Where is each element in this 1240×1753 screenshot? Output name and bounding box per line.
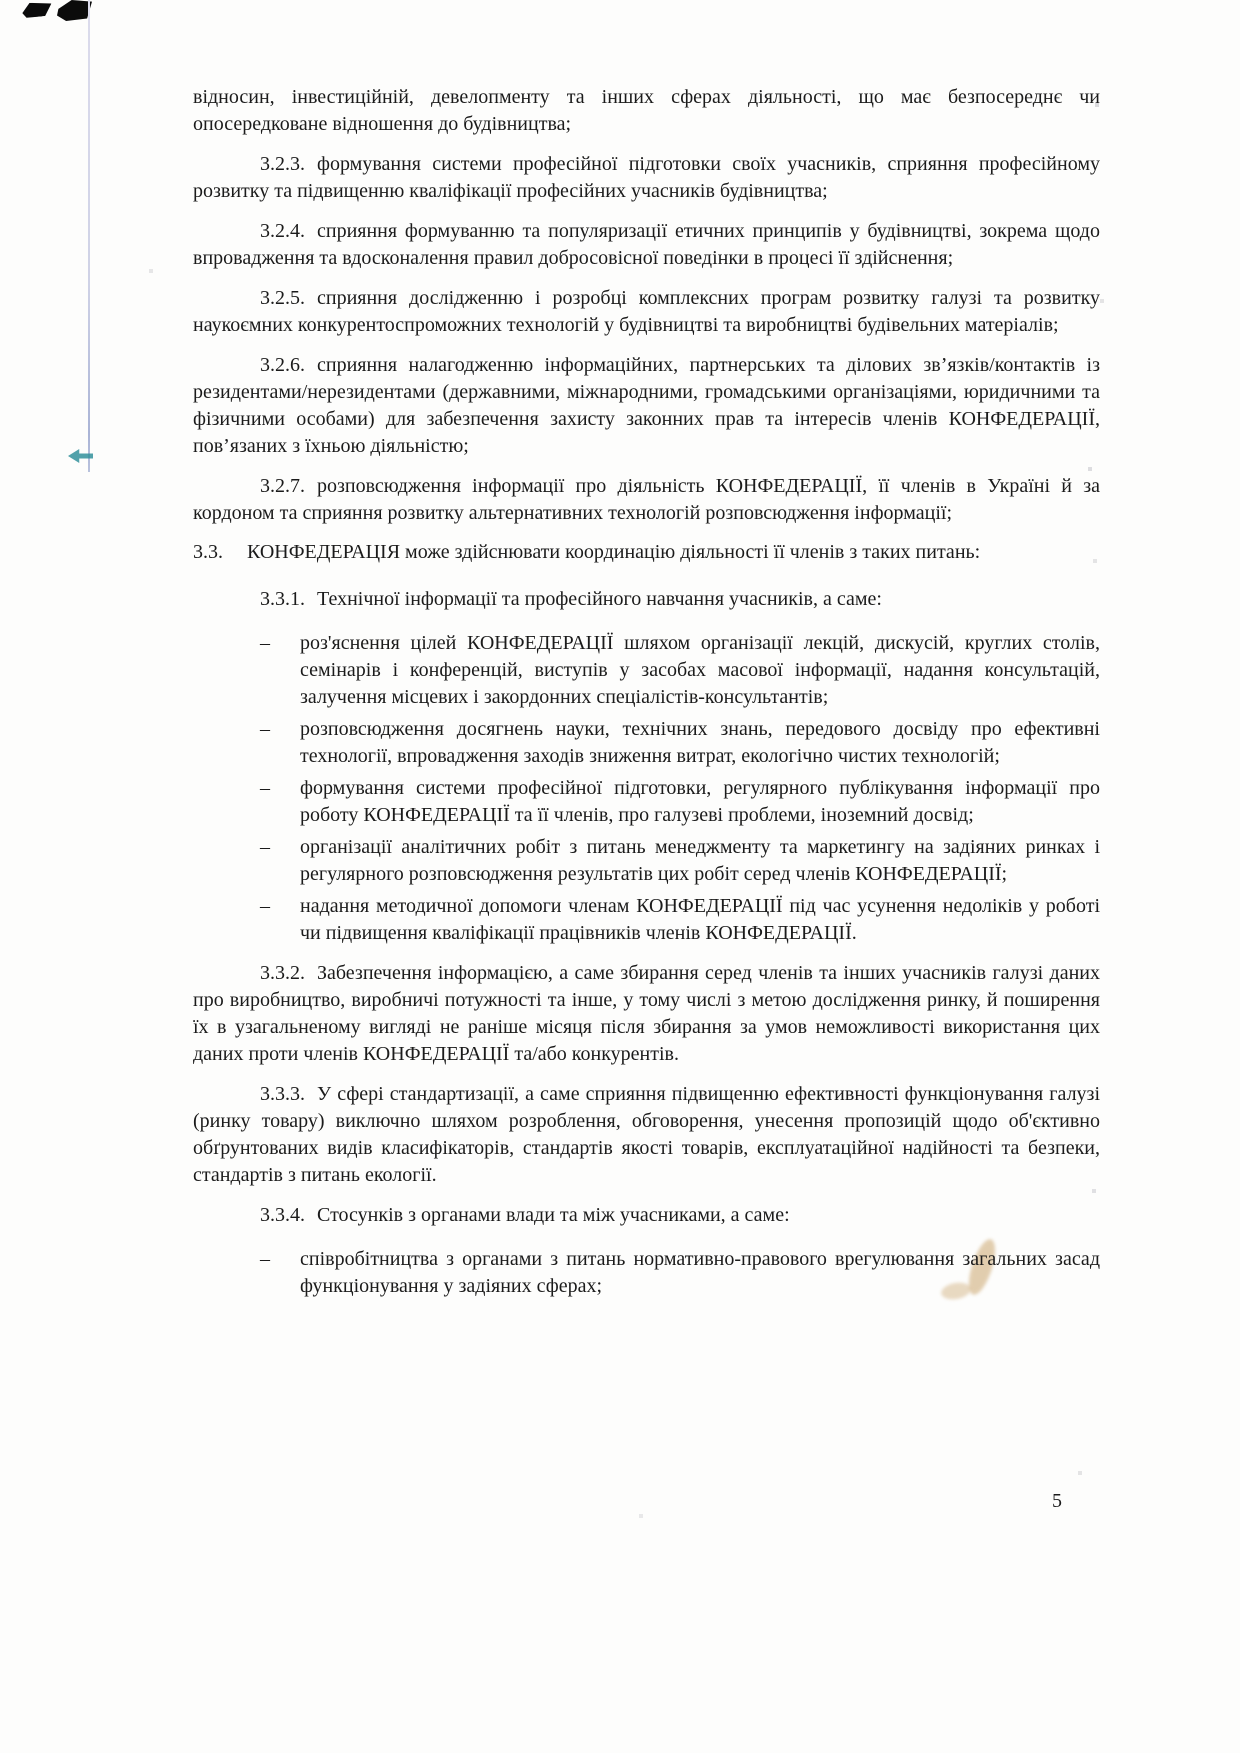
clause-number: 3.3.4.	[260, 1204, 305, 1226]
section-text: КОНФЕДЕРАЦІЯ може здійснювати координацію діяльності її членів з таких питань:	[247, 541, 981, 563]
bullet-item	[193, 716, 1100, 770]
clause-text: сприяння налагодженню інформаційних, партнерських та ділових зв’язків/контактів із резидентами/нерезидентами (державними, міжнародними, громадськими організаціями, юридичними та фізичними особами) для забезпечення захисту законних прав та інтересів членів КОНФЕДЕРАЦІЇ, пов’язаних з їхньою діяльністю;	[193, 354, 1100, 457]
clause-number: 3.3.3.	[260, 1083, 305, 1105]
clause-text: Технічної інформації та професійного навчання учасників, а саме:	[317, 588, 882, 610]
clause-number: 3.2.3.	[260, 153, 305, 175]
bullet-item	[193, 834, 1100, 888]
clause-3-2-6	[193, 352, 1100, 460]
continued-paragraph	[193, 84, 1100, 138]
clause-3-2-4	[193, 218, 1100, 272]
bullet-item	[193, 775, 1100, 829]
bullet-dash: –	[260, 895, 270, 917]
clause-3-3-1	[193, 586, 1100, 613]
bullet-text: співробітництва з органами з питань нормативно-правового врегулювання загальних засад функціонування у задіяних сферах;	[300, 1248, 1100, 1297]
bullet-item	[193, 893, 1100, 947]
clause-3-3-2	[193, 960, 1100, 1068]
clause-text: формування системи професійної підготовки своїх учасників, сприяння професійному розвитку та підвищенню кваліфікації професійних учасників будівництва;	[193, 153, 1100, 202]
clause-text: Забезпечення інформацією, а саме збирання серед членів та інших учасників галузі даних про виробництво, виробничі потужності та інше, у тому числі з метою дослідження ринку, й поширення їх в узагальненому вигляді не раніше місяця після збирання за умов неможливості використання цих даних проти членів КОНФЕДЕРАЦІЇ та/або конкурентів.	[193, 962, 1100, 1065]
clause-3-2-3	[193, 151, 1100, 205]
document-body-text	[193, 84, 1100, 1300]
bullet-dash: –	[260, 836, 270, 858]
bullet-item	[193, 630, 1100, 711]
scan-artifact-corner-mark	[57, 0, 92, 21]
scan-artifact-corner-mark	[21, 0, 53, 19]
section-3-3	[193, 539, 1100, 566]
bullet-text: надання методичної допомоги членам КОНФЕДЕРАЦІЇ під час усунення недоліків у роботі чи підвищення кваліфікації працівників членів КОНФЕДЕРАЦІЇ.	[300, 895, 1100, 944]
clause-number: 3.2.7.	[260, 475, 305, 497]
page-number: 5	[1052, 1490, 1062, 1512]
bullet-dash: –	[260, 1248, 270, 1270]
scan-artifact-edge-line	[88, 0, 90, 472]
clause-3-2-5	[193, 285, 1100, 339]
clause-number: 3.2.4.	[260, 220, 305, 242]
section-number: 3.3.	[193, 541, 223, 563]
bullet-item	[193, 1246, 1100, 1300]
clause-number: 3.3.1.	[260, 588, 305, 610]
bullet-text: організації аналітичних робіт з питань менеджменту та маркетингу на задіяних ринках і регулярного розповсюдження результатів цих робіт серед членів КОНФЕДЕРАЦІЇ;	[300, 836, 1100, 885]
clause-text: сприяння дослідженню і розробці комплексних програм розвитку галузі та розвитку наукоємних конкурентоспроможних технологій у будівництві та виробництві будівельних матеріалів;	[193, 287, 1100, 336]
clause-3-3-3	[193, 1081, 1100, 1189]
scan-artifact-specks	[0, 0, 2, 2]
clause-3-2-7	[193, 473, 1100, 527]
bullet-text: формування системи професійної підготовки, регулярного публікування інформації про роботу КОНФЕДЕРАЦІЇ та її членів, про галузеві проблеми, іноземний досвід;	[300, 777, 1100, 826]
clause-text: Стосунків з органами влади та між учасниками, а саме:	[317, 1204, 790, 1226]
paragraph-text: відносин, інвестиційній, девелопменту та інших сферах діяльності, що має безпосереднє чи опосередковане відношення до будівництва;	[193, 86, 1100, 135]
clause-text: сприяння формуванню та популяризації етичних принципів у будівництві, зокрема щодо впровадження та вдосконалення правил добросовісної поведінки в процесі її здійснення;	[193, 220, 1100, 269]
clause-number: 3.2.6.	[260, 354, 305, 376]
clause-text: У сфері стандартизації, а саме сприяння підвищенню ефективності функціонування галузі (ринку товару) виключно шляхом розроблення, обговорення, унесення пропозицій щодо об'єктивно обґрунтованих видів класифікаторів, стандартів якості товарів, експлуатаційної надійності та безпеки, стандартів з питань екології.	[193, 1083, 1100, 1186]
clause-text: розповсюдження інформації про діяльність КОНФЕДЕРАЦІЇ, її членів в Україні й за кордоном та сприяння розвитку альтернативних технологій розповсюдження інформації;	[193, 475, 1100, 524]
bullet-dash: –	[260, 777, 270, 799]
bullet-dash: –	[260, 632, 270, 654]
clause-number: 3.2.5.	[260, 287, 305, 309]
bullet-dash: –	[260, 718, 270, 740]
bullet-text: розповсюдження досягнень науки, технічних знань, передового досвіду про ефективні технології, впровадження заходів зниження витрат, екологічно чистих технологій;	[300, 718, 1100, 767]
bullet-text: роз'яснення цілей КОНФЕДЕРАЦІЇ шляхом організації лекцій, дискусій, круглих столів, семінарів і конференцій, виступів у засобах масової інформації, надання консультацій, залучення місцевих і закордонних спеціалістів-консультантів;	[300, 632, 1100, 708]
clause-3-3-4	[193, 1202, 1100, 1229]
clause-number: 3.3.2.	[260, 962, 305, 984]
